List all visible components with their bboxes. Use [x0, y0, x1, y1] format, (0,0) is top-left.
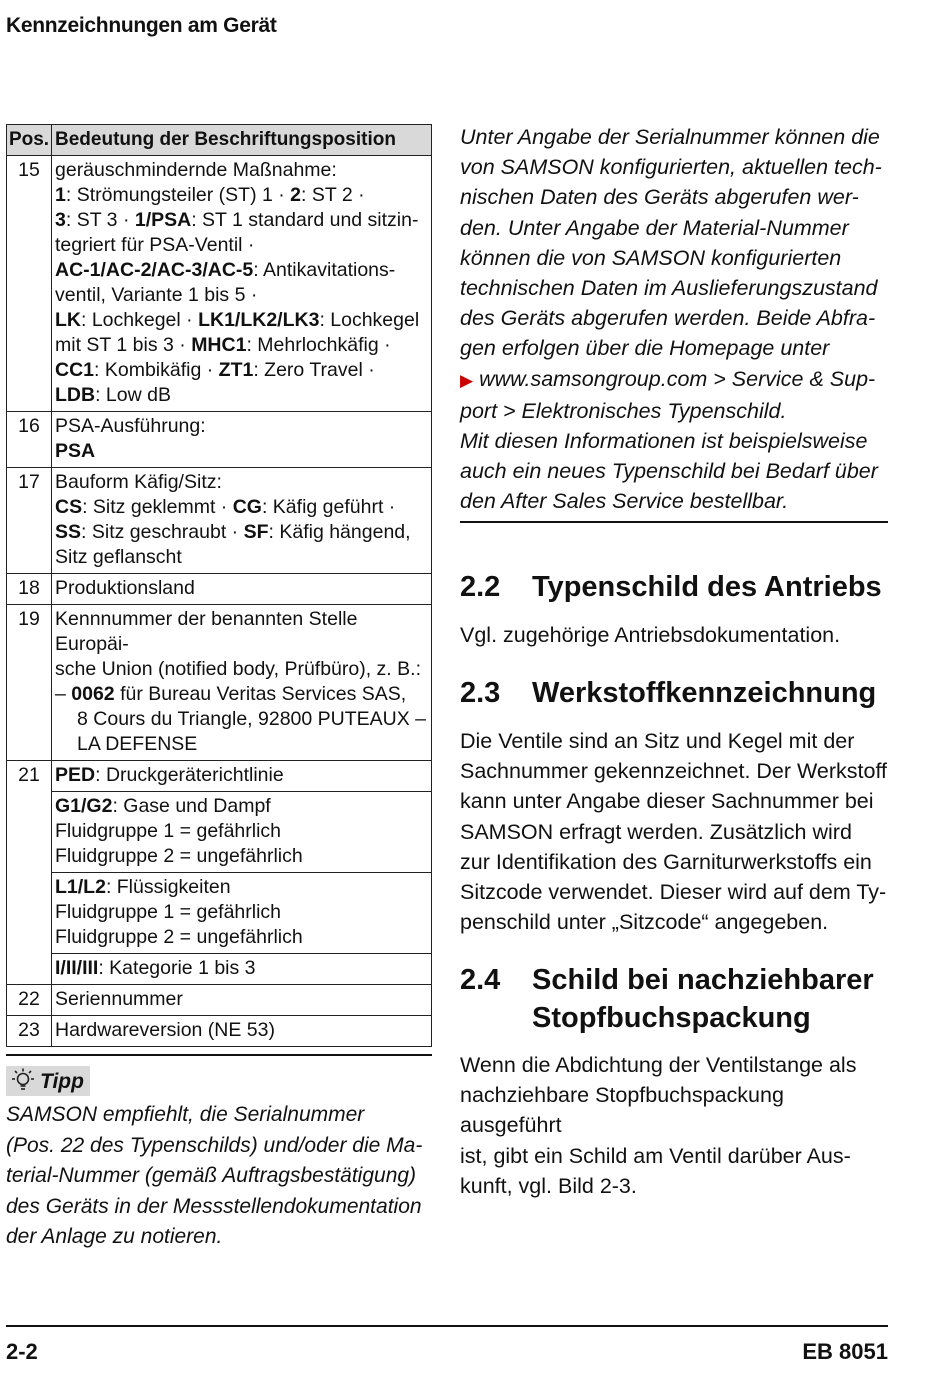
tip-box: [6, 1054, 432, 1253]
text-line: port > Elektronisches Typenschild.: [460, 398, 787, 423]
text-line: des Geräts abgerufen werden. Beide Abfra-: [460, 306, 876, 331]
text-line: nachziehbare Stopfbuchspackung ausgeführt: [460, 1083, 784, 1138]
text-line: 8 Cours du Triangle, 92800 PUTEAUX –: [77, 708, 427, 730]
row-pos: 18: [7, 574, 52, 605]
text-line: Fluidgruppe 2 = ungefährlich: [55, 845, 303, 867]
section-divider: [460, 521, 888, 523]
link-arrow-icon: ▶: [460, 370, 474, 390]
row-desc: [52, 468, 432, 574]
section-title: Schild bei nachziehbarer Stopfbuchspackung: [532, 964, 874, 1034]
text-line: 3: ST 3 · 1/PSA: ST 1 standard und sitzin-: [55, 209, 419, 231]
text-line: LK: Lochkegel · LK1/LK2/LK3: Lochkegel: [55, 309, 420, 331]
section-body-2-4: [460, 1050, 890, 1201]
row-desc: [52, 605, 432, 761]
text-line: LDB: Low dB: [55, 384, 171, 406]
lightbulb-icon: [10, 1068, 36, 1092]
text-line: Mit diesen Informationen ist beispielsweise: [460, 429, 868, 454]
page-number: 2-2: [6, 1339, 38, 1364]
text-line: Unter Angabe der Serialnummer können die: [460, 125, 880, 149]
row-desc: Seriennummer: [52, 985, 432, 1016]
table-row: [7, 761, 432, 792]
text-line: Fluidgruppe 1 = gefährlich: [55, 901, 282, 923]
text-line: zur Identifikation des Garniturwerkstoffs ein: [460, 849, 872, 874]
text-line: SS: Sitz geschraubt · SF: Käfig hängend,: [55, 521, 411, 543]
text-line: – 0062 für Bureau Veritas Services SAS,: [55, 683, 407, 705]
text-line: AC-1/AC-2/AC-3/AC-5: Antikavitations-: [55, 259, 396, 281]
text-line: CC1: Kombikäfig · ZT1: Zero Travel ·: [55, 359, 375, 381]
table-row: [7, 468, 432, 574]
footer-divider: [6, 1325, 888, 1327]
text-line: geräuschmindernde Maßnahme:: [55, 159, 337, 181]
serial-number-note: [460, 122, 888, 517]
text-line: der Anlage zu notieren.: [6, 1225, 223, 1248]
section-heading-2-3: [460, 674, 882, 712]
text-line: ist, gibt ein Schild am Ventil darüber Aus-: [460, 1143, 851, 1168]
text-line: penschild unter „Sitzcode“ angegeben.: [460, 910, 829, 935]
text-line: L1/L2: Flüssigkeiten: [55, 876, 231, 898]
text-line: ventil, Variante 1 bis 5 ·: [55, 284, 258, 306]
text-line: Bauform Käfig/Sitz:: [55, 471, 222, 493]
row-desc: [52, 792, 432, 873]
row-pos: 23: [7, 1016, 52, 1047]
table-subrow: [7, 792, 432, 873]
text-line: von SAMSON konfigurierten, aktuellen tech-: [460, 155, 882, 180]
row-pos: 16: [7, 412, 52, 468]
text-line: LA DEFENSE: [77, 733, 198, 755]
row-desc: [52, 873, 432, 954]
row-desc: [52, 156, 432, 412]
row-pos: 19: [7, 605, 52, 761]
section-title: Typenschild des Antriebs: [532, 571, 882, 603]
table-subrow: [7, 954, 432, 985]
table-row: [7, 412, 432, 468]
section-body-2-3: [460, 726, 890, 937]
text-line: mit ST 1 bis 3 · MHC1: Mehrlochkäfig ·: [55, 334, 391, 356]
text-line: kann unter Angabe dieser Sachnummer bei: [460, 789, 874, 814]
row-desc: [52, 412, 432, 468]
section-title: Werkstoffkennzeichnung: [532, 677, 877, 709]
row-pos: 17: [7, 468, 52, 574]
row-pos: 15: [7, 156, 52, 412]
row-pos: 22: [7, 985, 52, 1016]
text-line: SAMSON empfiehlt, die Serialnummer: [6, 1103, 365, 1126]
table-header-row: [7, 125, 432, 156]
labelling-table: [6, 124, 432, 1047]
text-line: CS: Sitz geklemmt · CG: Käfig geführt ·: [55, 496, 396, 518]
tip-label: [6, 1066, 90, 1096]
text-line: nischen Daten des Geräts abgerufen wer-: [460, 185, 859, 210]
row-desc: PED: Druckgeräterichtlinie: [52, 761, 432, 792]
text-line: Sachnummer gekennzeichnet. Der Werkstoff: [460, 759, 888, 784]
page-header: Kennzeichnungen am Gerät: [6, 14, 277, 37]
text-line: den After Sales Service bestellbar.: [460, 489, 789, 514]
text-line: (Pos. 22 des Typenschilds) und/oder die Ma-: [6, 1133, 423, 1157]
text-line: Fluidgruppe 2 = ungefährlich: [55, 926, 303, 948]
text-line: Die Ventile sind an Sitz und Kegel mit der: [460, 729, 855, 753]
table-row: [7, 574, 432, 605]
section-number: 2.4: [460, 964, 501, 996]
text-line: Kennnummer der benannten Stelle Europäi-: [55, 608, 358, 655]
table-row: [7, 156, 432, 412]
section-heading-2-4: [460, 961, 882, 1037]
link-line[interactable]: [460, 364, 888, 396]
section-body-2-2: [460, 620, 890, 650]
tip-text: [6, 1100, 432, 1253]
section-number: 2.3: [460, 677, 501, 709]
text-line: Wenn die Abdichtung der Ventilstange als: [460, 1053, 857, 1077]
text-line: tegriert für PSA-Ventil ·: [55, 234, 255, 256]
text-line: PSA: [55, 440, 96, 462]
text-line: terial-Nummer (gemäß Auftragsbestätigung): [6, 1164, 417, 1187]
tip-divider: [6, 1054, 432, 1056]
text-line: Vgl. zugehörige Antriebsdokumentation.: [460, 623, 841, 647]
text-line: technischen Daten im Auslieferungszustand: [460, 276, 878, 301]
table-row: [7, 1016, 432, 1047]
text-line: SAMSON erfragt werden. Zusätzlich wird: [460, 819, 852, 844]
row-pos: 21: [7, 761, 52, 985]
samson-link[interactable]: www.samsongroup.com > Service & Sup-: [479, 366, 876, 391]
text-line: Sitzcode verwendet. Dieser wird auf dem Ty-: [460, 880, 887, 905]
text-line: gen erfolgen über die Homepage unter: [460, 336, 830, 361]
section-heading-2-2: [460, 568, 882, 606]
document-id: EB 8051: [802, 1339, 888, 1364]
table-row: [7, 985, 432, 1016]
text-line: PSA-Ausführung:: [55, 415, 206, 437]
text-line: können die von SAMSON konfigurierten: [460, 245, 842, 270]
row-desc: Hardwareversion (NE 53): [52, 1016, 432, 1047]
col-header-desc: Bedeutung der Beschriftungsposition: [52, 125, 432, 156]
text-line: 1: Strömungsteiler (ST) 1 · 2: ST 2 ·: [55, 184, 365, 206]
col-header-pos: Pos.: [7, 125, 52, 156]
tip-label-text: Tipp: [40, 1070, 84, 1093]
text-line: sche Union (notified body, Prüfbüro), z. B.:: [55, 658, 421, 680]
text-line: Fluidgruppe 1 = gefährlich: [55, 820, 282, 842]
text-line: auch ein neues Typenschild bei Bedarf über: [460, 459, 878, 484]
row-desc: Produktionsland: [52, 574, 432, 605]
text-line: des Geräts in der Messstellendokumentation: [6, 1194, 422, 1218]
text-line: Sitz geflanscht: [55, 546, 182, 568]
text-line: kunft, vgl. Bild 2-3.: [460, 1173, 637, 1198]
text-line: den. Unter Angabe der Material-Nummer: [460, 215, 849, 240]
text-line: G1/G2: Gase und Dampf: [55, 795, 271, 817]
table-subrow: [7, 873, 432, 954]
row-desc: I/II/III: Kategorie 1 bis 3: [52, 954, 432, 985]
section-number: 2.2: [460, 571, 501, 603]
table-row: [7, 605, 432, 761]
